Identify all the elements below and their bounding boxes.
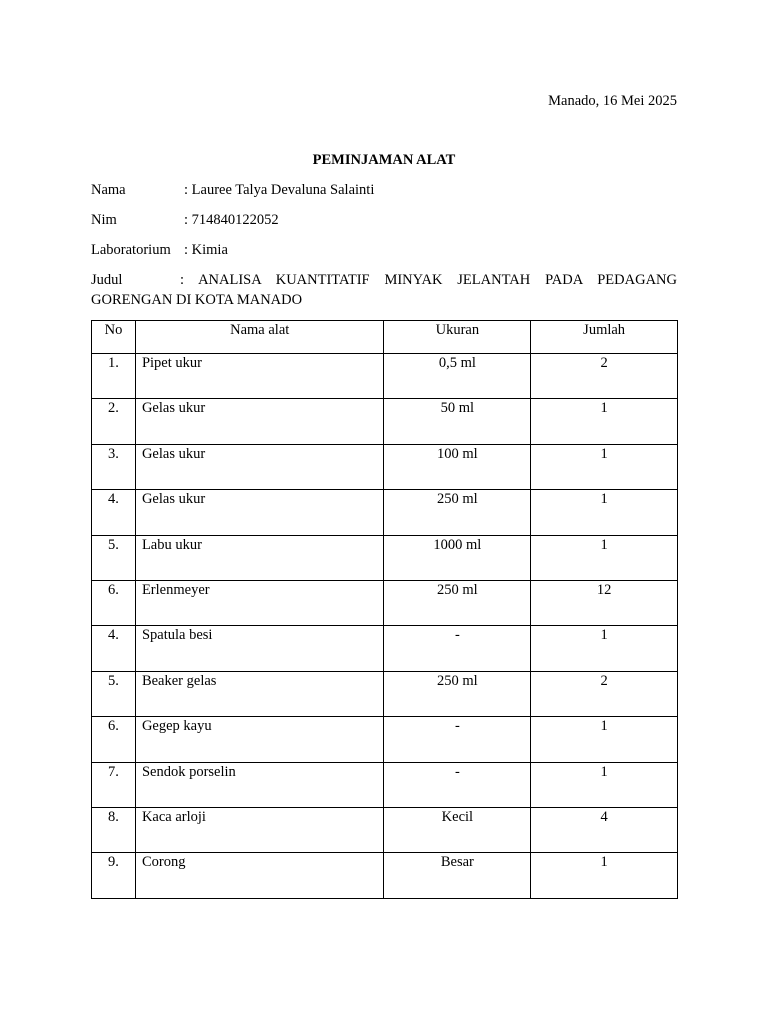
field-judul-value: : ANALISA KUANTITATIF MINYAK JELANTAH PADA PEDAGANG GORENGAN DI KOTA MANADO — [91, 272, 677, 308]
header-ukuran: Ukuran — [384, 321, 531, 354]
table-row — [92, 807, 678, 852]
header-no: No — [92, 321, 136, 354]
cell-nama-alat: Gelas ukur — [135, 444, 384, 489]
cell-ukuran: - — [384, 762, 531, 807]
cell-jumlah: 4 — [531, 807, 678, 852]
field-nama-label: Nama — [91, 182, 126, 198]
field-nama — [91, 182, 677, 199]
cell-no: 7. — [92, 762, 136, 807]
field-laboratorium-label: Laboratorium — [91, 242, 171, 258]
cell-ukuran: 250 ml — [384, 671, 531, 716]
cell-jumlah: 2 — [531, 671, 678, 716]
field-judul-label: Judul — [91, 272, 123, 288]
cell-nama-alat: Sendok porselin — [135, 762, 384, 807]
cell-no: 4. — [92, 626, 136, 671]
cell-nama-alat: Kaca arloji — [135, 807, 384, 852]
field-nama-value: : Lauree Talya Devaluna Salainti — [184, 182, 375, 198]
table-row — [92, 535, 678, 580]
cell-ukuran: Kecil — [384, 807, 531, 852]
cell-ukuran: 250 ml — [384, 580, 531, 625]
field-nim-label: Nim — [91, 212, 117, 228]
cell-jumlah: 1 — [531, 626, 678, 671]
cell-ukuran: Besar — [384, 853, 531, 898]
field-laboratorium-value: : Kimia — [184, 242, 228, 258]
table-row — [92, 444, 678, 489]
header-jumlah: Jumlah — [531, 321, 678, 354]
table-row — [92, 580, 678, 625]
cell-nama-alat: Gelas ukur — [135, 490, 384, 535]
table-row — [92, 762, 678, 807]
table-header-row — [92, 321, 678, 354]
cell-ukuran: - — [384, 717, 531, 762]
cell-ukuran: 50 ml — [384, 399, 531, 444]
document-date: Manado, 16 Mei 2025 — [548, 93, 677, 109]
table-row — [92, 853, 678, 898]
cell-nama-alat: Spatula besi — [135, 626, 384, 671]
cell-ukuran: 1000 ml — [384, 535, 531, 580]
document-title: PEMINJAMAN ALAT — [312, 152, 456, 168]
table-row — [92, 490, 678, 535]
equipment-table — [91, 320, 678, 899]
field-laboratorium — [91, 242, 677, 259]
cell-no: 8. — [92, 807, 136, 852]
cell-ukuran: 250 ml — [384, 490, 531, 535]
table-row — [92, 626, 678, 671]
cell-no: 5. — [92, 535, 136, 580]
cell-jumlah: 12 — [531, 580, 678, 625]
cell-no: 3. — [92, 444, 136, 489]
cell-nama-alat: Erlenmeyer — [135, 580, 384, 625]
cell-no: 4. — [92, 490, 136, 535]
cell-nama-alat: Pipet ukur — [135, 354, 384, 399]
table-row — [92, 399, 678, 444]
cell-ukuran: - — [384, 626, 531, 671]
cell-no: 9. — [92, 853, 136, 898]
cell-jumlah: 1 — [531, 399, 678, 444]
cell-no: 6. — [92, 717, 136, 762]
cell-no: 2. — [92, 399, 136, 444]
table-row — [92, 671, 678, 716]
cell-jumlah: 1 — [531, 535, 678, 580]
table-row — [92, 717, 678, 762]
cell-jumlah: 1 — [531, 717, 678, 762]
cell-jumlah: 1 — [531, 444, 678, 489]
header-nama-alat: Nama alat — [135, 321, 384, 354]
cell-nama-alat: Gelas ukur — [135, 399, 384, 444]
cell-nama-alat: Labu ukur — [135, 535, 384, 580]
field-nim — [91, 212, 677, 229]
cell-no: 1. — [92, 354, 136, 399]
cell-no: 6. — [92, 580, 136, 625]
cell-no: 5. — [92, 671, 136, 716]
cell-jumlah: 2 — [531, 354, 678, 399]
table-row — [92, 354, 678, 399]
cell-ukuran: 0,5 ml — [384, 354, 531, 399]
cell-jumlah: 1 — [531, 762, 678, 807]
cell-jumlah: 1 — [531, 490, 678, 535]
cell-nama-alat: Corong — [135, 853, 384, 898]
cell-ukuran: 100 ml — [384, 444, 531, 489]
cell-nama-alat: Beaker gelas — [135, 671, 384, 716]
cell-nama-alat: Gegep kayu — [135, 717, 384, 762]
field-judul — [91, 270, 677, 310]
cell-jumlah: 1 — [531, 853, 678, 898]
field-nim-value: : 714840122052 — [184, 212, 279, 228]
